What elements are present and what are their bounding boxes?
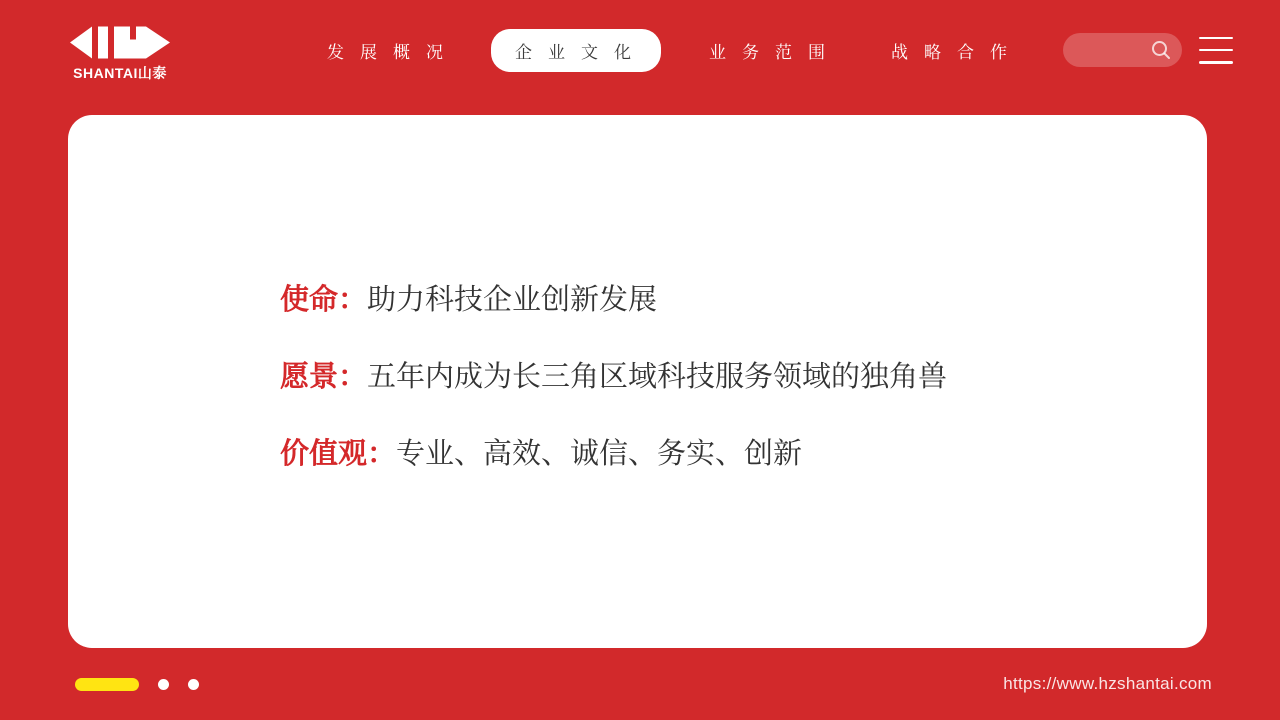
mission-label: 使命：	[280, 284, 368, 316]
mission-text: 助力科技企业创新发展	[367, 284, 658, 316]
nav-item-business-scope[interactable]: 业务范围	[709, 42, 841, 62]
vision-line	[280, 357, 1167, 398]
search-box[interactable]	[1063, 33, 1182, 67]
brand-logo-text: SHANTAI山泰	[73, 64, 167, 81]
mission-line	[280, 280, 1167, 321]
pagination-dot-active[interactable]	[75, 678, 139, 691]
hamburger-line	[1199, 49, 1233, 52]
hamburger-menu-icon[interactable]	[1199, 37, 1233, 64]
nav-item-corporate-culture[interactable]: 企业文化	[491, 29, 661, 72]
brand-logo[interactable]	[70, 24, 170, 83]
vision-text: 五年内成为长三角区域科技服务领域的独角兽	[367, 361, 948, 393]
values-text: 专业、高效、诚信、务实、创新	[396, 438, 803, 470]
content-card	[68, 115, 1207, 648]
values-line	[280, 434, 1167, 475]
slide-pagination	[75, 678, 199, 691]
pagination-dot[interactable]	[158, 679, 169, 690]
hamburger-line	[1199, 37, 1233, 40]
values-label: 价值观：	[280, 438, 397, 470]
hamburger-line	[1199, 61, 1233, 64]
pagination-dot[interactable]	[188, 679, 199, 690]
main-nav	[309, 29, 1025, 72]
search-input[interactable]	[1063, 42, 1150, 58]
nav-item-development-overview[interactable]: 发展概况	[327, 42, 459, 62]
search-icon[interactable]	[1150, 39, 1172, 61]
site-url: https://www.hzshantai.com	[1003, 674, 1212, 693]
top-navbar	[0, 0, 1280, 100]
vision-label: 愿景：	[280, 361, 368, 393]
nav-item-strategic-cooperation[interactable]: 战略合作	[891, 42, 1023, 62]
footer-bar	[0, 648, 1280, 720]
brand-logo-icon	[70, 24, 170, 61]
